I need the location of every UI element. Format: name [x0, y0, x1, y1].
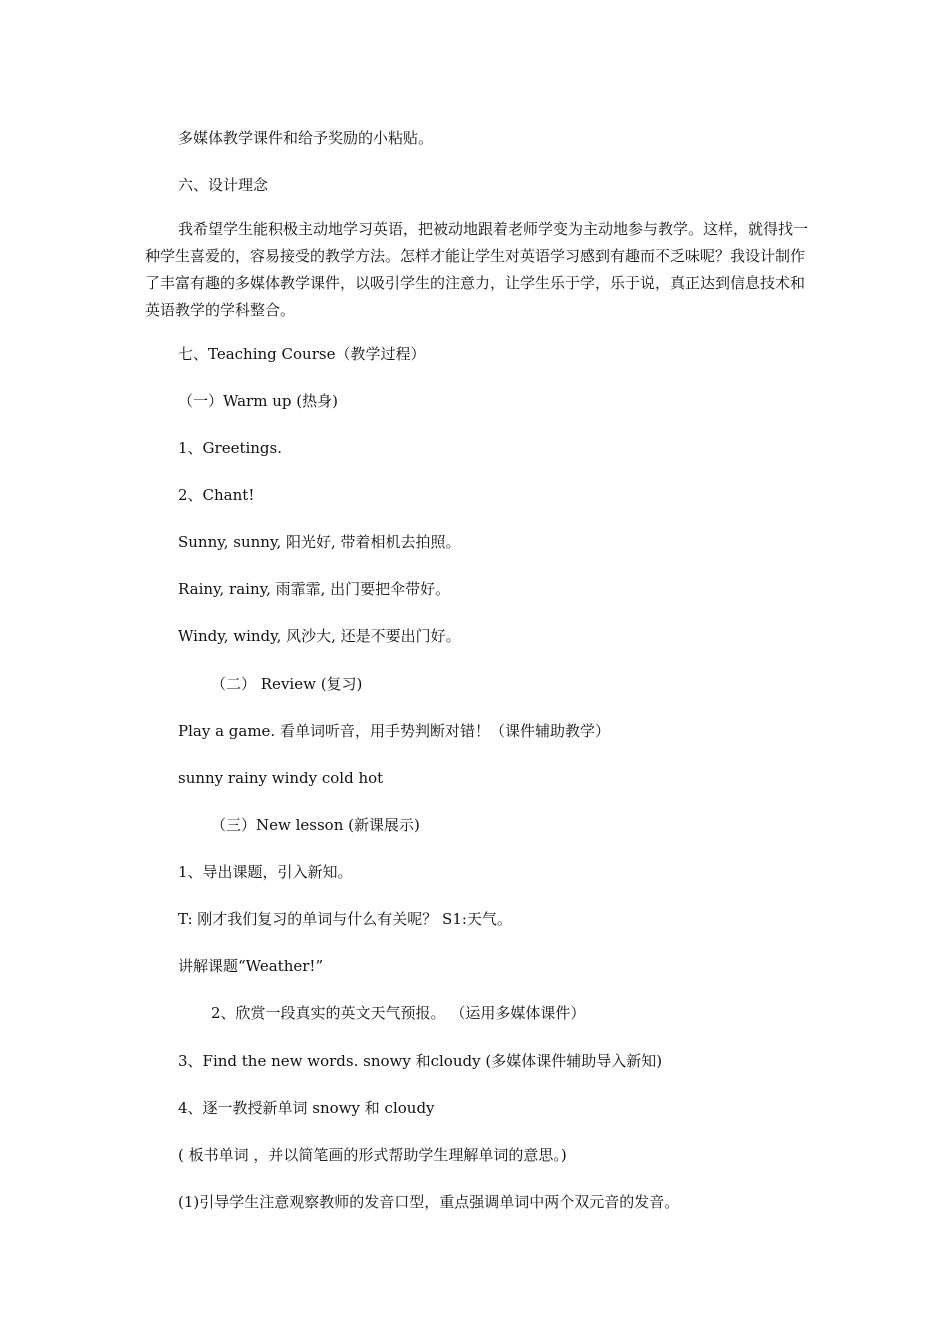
chant-line: Sunny, sunny, 阳光好, 带着相机去拍照。	[178, 533, 461, 551]
text-line: ( 板书单词 ，并以简笔画的形式帮助学生理解单词的意思。)	[178, 1146, 567, 1164]
list-item: 2、欣赏一段真实的英文天气预报。 （运用多媒体课件）	[211, 1004, 586, 1022]
chant-line: Rainy, rainy, 雨霏霏, 出门要把伞带好。	[178, 580, 451, 598]
section-heading: 六、设计理念	[178, 176, 269, 194]
subsection-heading: （二） Review (复习)	[211, 675, 363, 693]
text-line: Play a game. 看单词听音，用手势判断对错！（课件辅助教学）	[178, 722, 610, 740]
paragraph: 我希望学生能积极主动地学习英语，把被动地跟着老师学变为主动地参与教学。这样，就得找一种学生喜爱的，容易接受的教学方法。怎样才能让学生对英语学习感到有趣而不乏味呢？我设计制作了丰富有趣的多媒体教学课件，以吸引学生的注意力，让学生乐于学，乐于说，真正达到信息技术和英语教学的学科整合。	[145, 220, 809, 319]
text-line: 多媒体教学课件和给予奖励的小粘贴。	[178, 129, 434, 147]
text-line: (1)引导学生注意观察教师的发音口型，重点强调单词中两个双元音的发音。	[178, 1193, 680, 1211]
list-item: 2、Chant!	[178, 486, 255, 504]
chant-line: Windy, windy, 风沙大, 还是不要出门好。	[178, 627, 461, 645]
subsection-heading: （三）New lesson (新课展示)	[211, 816, 420, 834]
list-item: 4、逐一教授新单词 snowy 和 cloudy	[178, 1099, 435, 1117]
text-line: 讲解课题“Weather!”	[178, 957, 324, 975]
list-item: 1、Greetings.	[178, 439, 283, 457]
section-heading: 七、Teaching Course（教学过程）	[178, 345, 426, 363]
list-item: 3、Find the new words. snowy 和cloudy (多媒体课件辅助导入新知)	[178, 1052, 663, 1070]
word-list: sunny rainy windy cold hot	[178, 769, 384, 787]
list-item: 1、导出课题，引入新知。	[178, 863, 353, 881]
text-line: T: 刚才我们复习的单词与什么有关呢？ S1:天气。	[178, 910, 512, 928]
subsection-heading: （一）Warm up (热身)	[178, 392, 338, 410]
